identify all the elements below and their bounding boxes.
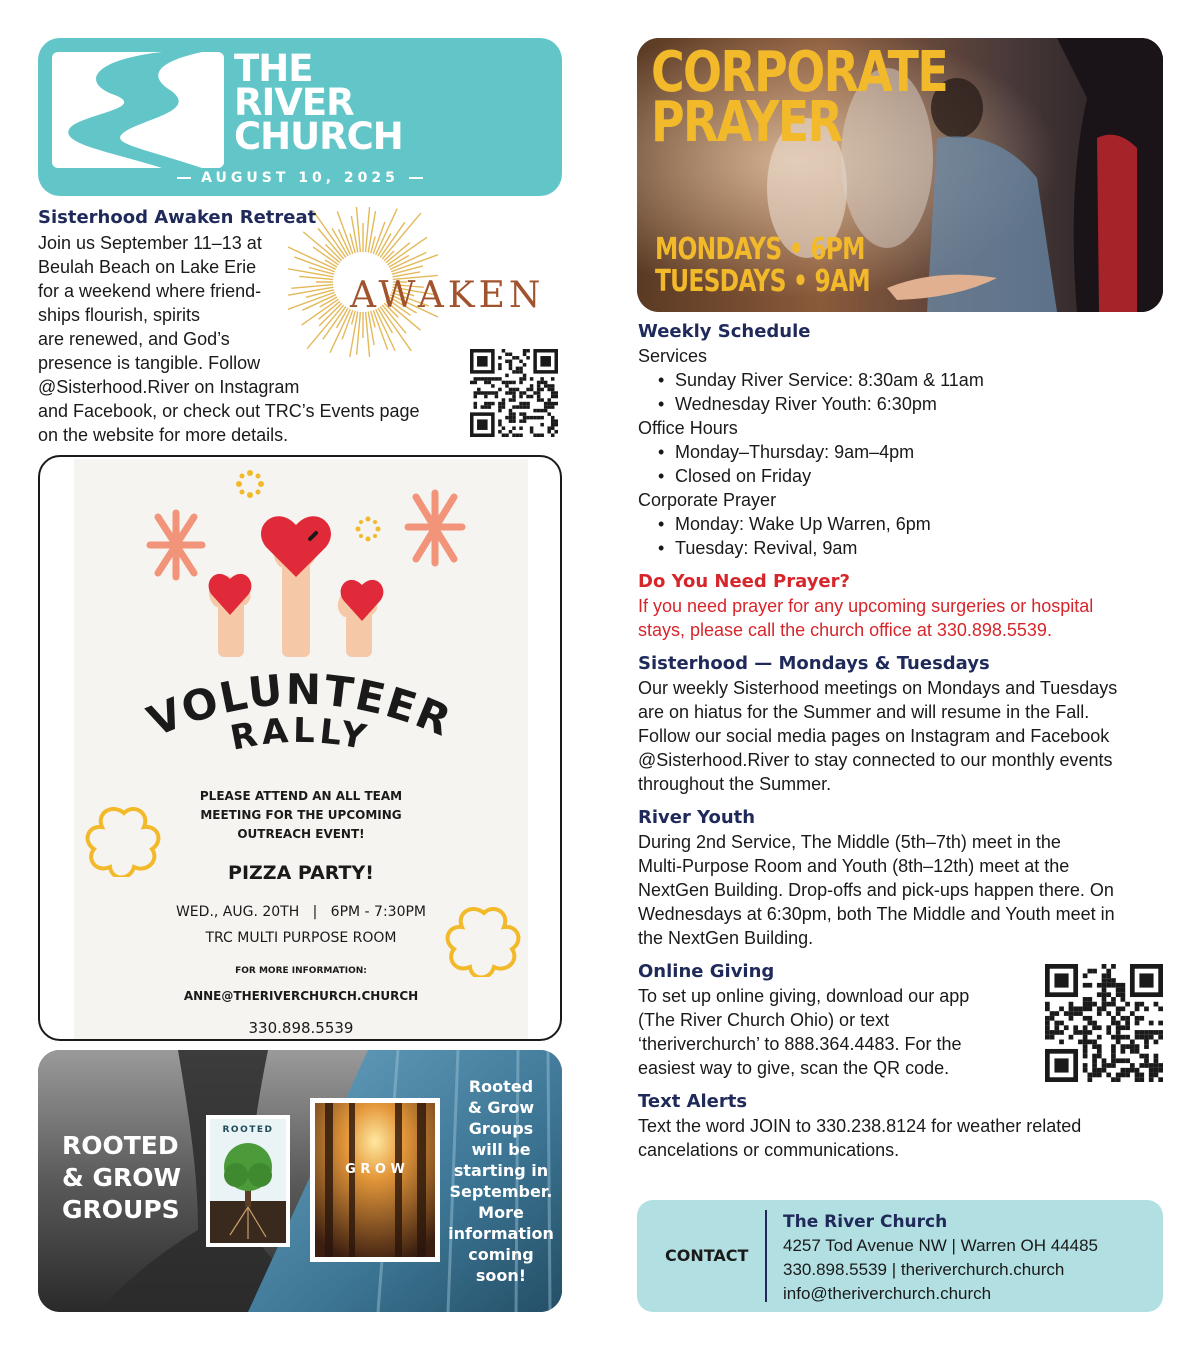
rooted-grow-section (38, 1050, 562, 1312)
retreat-line: are renewed, and God’s (38, 329, 230, 349)
contact-info (783, 1210, 1098, 1306)
note-line: Groups (468, 1119, 534, 1138)
qr-code-icon[interactable] (1045, 964, 1163, 1082)
contact-email-link[interactable]: ANNE@THERIVERCHURCH.CHURCH (183, 989, 419, 1003)
note-line: September. (449, 1182, 553, 1201)
logo-line: THE (234, 47, 313, 90)
body-line: If you need prayer for any upcoming surgeries or hospital (638, 596, 1094, 616)
title-line: GROUPS (62, 1195, 180, 1224)
rooted-book-label: ROOTED (222, 1125, 274, 1135)
body-line: NextGen Building. Drop-offs and pick-ups happen there. On (638, 880, 1114, 900)
body-line: ‘theriverchurch’ to 888.364.4483. For the (638, 1034, 962, 1054)
event-datetime: WED., AUG. 20TH | 6PM - 7:30PM (175, 904, 427, 920)
contact-label: CONTACT (665, 1246, 749, 1265)
volunteer-rally-title (40, 667, 560, 777)
note-line: coming (468, 1245, 534, 1264)
body-line: throughout the Summer. (638, 774, 832, 794)
please-line: MEETING FOR THE UPCOMING (200, 808, 402, 822)
online-giving-section (638, 960, 1018, 1080)
awaken-logo: AWAKEN (350, 275, 545, 316)
sisterhood-section (638, 652, 1168, 796)
time-line: TUESDAYS • 9AM (655, 264, 870, 299)
phone-website-link[interactable]: 330.898.5539 | theriverchurch.church (783, 1260, 1065, 1279)
note-line: & Grow (467, 1098, 535, 1117)
event-location: TRC MULTI PURPOSE ROOM (205, 930, 397, 946)
youth-title: River Youth (638, 807, 756, 828)
body-line: Wednesdays at 6:30pm, both The Middle and Youth meet in (638, 904, 1115, 924)
need-prayer-body (638, 594, 1158, 642)
text-alerts-section (638, 1090, 1168, 1162)
youth-body (638, 830, 1168, 950)
body-line: Multi-Purpose Room and Youth (8th–12th) meet at the (638, 856, 1070, 876)
forest-icon (315, 1103, 435, 1257)
tree-icon (210, 1119, 286, 1243)
logo-line: CHURCH (234, 115, 403, 158)
note-line: soon! (475, 1266, 527, 1285)
river-youth-section (638, 806, 1168, 950)
retreat-line: @Sisterhood.River on Instagram (38, 377, 300, 397)
divider (765, 1210, 767, 1302)
title-rally: RALLY (227, 710, 373, 759)
retreat-line: Beulah Beach on Lake Erie (38, 257, 257, 277)
church-name: The River Church (783, 1212, 948, 1232)
body-line: the NextGen Building. (638, 928, 814, 948)
prayer-times (655, 234, 870, 298)
schedule-list (638, 512, 1168, 560)
giving-body (638, 984, 1018, 1080)
note-line: will be (471, 1140, 531, 1159)
body-line: To set up online giving, download our app (638, 986, 970, 1006)
body-line: Text the word JOIN to 330.238.8124 for weather related (638, 1116, 1082, 1136)
svg-text:RALLY (227, 711, 373, 759)
list-item: • Sunday River Service: 8:30am & 11am (638, 368, 1168, 392)
grow-book-cover (310, 1098, 440, 1262)
giving-title: Online Giving (638, 961, 775, 982)
list-item: • Monday: Wake Up Warren, 6pm (638, 512, 1168, 536)
retreat-line: on the website for more details. (38, 425, 289, 445)
note-line: starting in (453, 1161, 549, 1180)
please-line: PLEASE ATTEND AN ALL TEAM (199, 789, 403, 803)
schedule-group-name: Office Hours (638, 418, 738, 438)
note-line: More (478, 1203, 524, 1222)
body-line: Our weekly Sisterhood meetings on Mondays and Tuesdays (638, 678, 1118, 698)
need-prayer-section (638, 570, 1158, 642)
schedule-group-name: Services (638, 346, 708, 366)
retreat-line: for a weekend where friend- (38, 281, 262, 301)
body-line: easiest way to give, scan the QR code. (638, 1058, 950, 1078)
asterisk-icon (408, 493, 462, 563)
title-line: PRAYER (651, 90, 842, 155)
body-line: During 2nd Service, The Middle (5th–7th) meet in the (638, 832, 1061, 852)
pizza-party-heading: PIZZA PARTY! (228, 862, 374, 884)
logo-line: RIVER (234, 81, 354, 124)
schedule-list (638, 368, 1168, 416)
logo-wordmark (234, 47, 403, 158)
volunteer-rally-flyer (38, 455, 562, 1041)
contact-phone[interactable]: 330.898.5539 (248, 1019, 354, 1037)
retreat-body (38, 231, 458, 447)
body-line: are on hiatus for the Summer and will resume in the Fall. (638, 702, 1090, 722)
title-line: & GROW (62, 1163, 182, 1192)
body-line: stays, please call the church office at 330.898.5539. (638, 620, 1052, 640)
list-item: • Wednesday River Youth: 6:30pm (638, 392, 1168, 416)
list-item: • Closed on Friday (638, 464, 1168, 488)
need-prayer-title: Do You Need Prayer? (638, 571, 850, 592)
issue-date (38, 170, 562, 186)
sisterhood-title: Sisterhood — Mondays & Tuesdays (638, 653, 990, 674)
body-line: (The River Church Ohio) or text (638, 1010, 890, 1030)
more-info-label: FOR MORE INFORMATION: (235, 966, 367, 976)
retreat-line: ships flourish, spirits (38, 305, 201, 325)
volunteer-details (74, 787, 528, 1037)
list-item: • Tuesday: Revival, 9am (638, 536, 1168, 560)
rooted-book-cover (206, 1115, 290, 1247)
title-volunteer: VOLUNTEER (140, 667, 460, 747)
email-link[interactable]: info@theriverchurch.church (783, 1284, 992, 1303)
alerts-title: Text Alerts (638, 1091, 748, 1112)
sisterhood-body (638, 676, 1168, 796)
retreat-line: and Facebook, or check out TRC’s Events page (38, 401, 420, 421)
grow-book-label: G R O W (345, 1162, 405, 1177)
corporate-prayer-title (651, 40, 948, 155)
note-line: Rooted (468, 1077, 534, 1096)
retreat-line: presence is tangible. Follow (38, 353, 261, 373)
rooted-grow-note (442, 1076, 560, 1286)
title-line: ROOTED (62, 1131, 179, 1160)
sisterhood-retreat-section (38, 207, 562, 447)
date-text: AUGUST 10, 2025 (201, 170, 399, 186)
alerts-body (638, 1114, 1168, 1162)
contact-box (637, 1200, 1163, 1312)
note-line: information (448, 1224, 554, 1243)
rooted-grow-title (62, 1130, 181, 1226)
river-logo-icon (52, 52, 224, 168)
please-line: OUTREACH EVENT! (237, 827, 365, 841)
title-line: CORPORATE (651, 40, 948, 105)
schedule-list (638, 440, 1168, 488)
time-line: MONDAYS • 6PM (655, 232, 865, 267)
retreat-line: Join us September 11–13 at (38, 233, 262, 253)
weekly-schedule (638, 320, 1168, 560)
qr-code-icon[interactable] (470, 349, 558, 437)
asterisk-icon (150, 513, 202, 577)
body-line: Follow our social media pages on Instagram and Facebook (638, 726, 1110, 746)
list-item: • Monday–Thursday: 9am–4pm (638, 440, 1168, 464)
schedule-title: Weekly Schedule (638, 321, 811, 342)
body-line: cancelations or communications. (638, 1140, 900, 1160)
schedule-group-name: Corporate Prayer (638, 490, 777, 510)
corporate-prayer-banner (637, 38, 1163, 312)
address: 4257 Tod Avenue NW | Warren OH 44485 (783, 1236, 1099, 1255)
body-line: @Sisterhood.River to stay connected to our monthly events (638, 750, 1113, 770)
retreat-title: Sisterhood Awaken Retreat (38, 207, 317, 228)
church-header (38, 38, 562, 196)
